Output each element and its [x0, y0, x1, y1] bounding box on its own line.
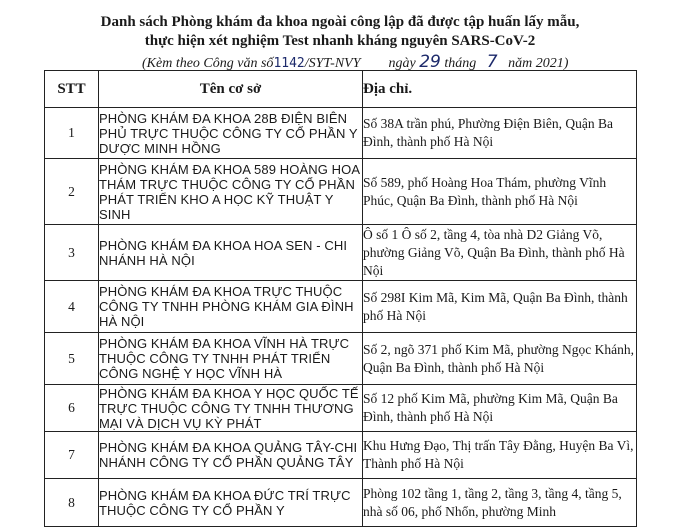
row-stt: 7 — [45, 432, 99, 479]
table-row — [45, 385, 637, 432]
row-stt: 3 — [45, 225, 99, 281]
row-address: Số 298I Kim Mã, Kim Mã, Quận Ba Đình, thành phố Hà Nội — [363, 281, 637, 333]
ref-number-handwritten: 1142 — [273, 56, 305, 71]
row-address: Ô số 1 Ô số 2, tầng 4, tòa nhà D2 Giảng Võ, phường Giảng Võ, Quận Ba Đình, thành phố Hà Nội — [363, 225, 637, 281]
row-address: Số 589, phố Hoàng Hoa Thám, phường Vĩnh Phúc, Quận Ba Đình, thành phố Hà Nội — [363, 159, 637, 225]
table-row — [45, 479, 637, 527]
ref-month-handwritten: 7 — [486, 52, 498, 72]
ref-day-handwritten: 29 — [419, 52, 441, 72]
row-clinic-name: PHÒNG KHÁM ĐA KHOA ĐỨC TRÍ TRỰC THUỘC CÔNG TY CỔ PHẦN Y — [99, 479, 363, 527]
clinic-table — [44, 70, 637, 527]
row-clinic-name: PHÒNG KHÁM ĐA KHOA 589 HOÀNG HOA THÁM TRỰC THUỘC CÔNG TY CỔ PHẦN PHÁT TRIỂN KHO A HỌC KỸ THUẬT Y SINH — [99, 159, 363, 225]
table-row — [45, 281, 637, 333]
row-address: Số 2, ngõ 371 phố Kim Mã, phường Ngọc Khánh, Quận Ba Đình, thành phố Hà Nội — [363, 333, 637, 385]
column-header-name: Tên cơ sở — [99, 71, 363, 108]
row-clinic-name: PHÒNG KHÁM ĐA KHOA HOA SEN - CHI NHÁNH HÀ NỘI — [99, 225, 363, 281]
ref-open: (Kèm theo Công văn số — [142, 56, 274, 71]
document-title-line1: Danh sách Phòng khám đa khoa ngoài công lập đã được tập huấn lấy mẫu, — [100, 14, 580, 30]
table-row — [45, 225, 637, 281]
ref-org: /SYT-NVY — [304, 56, 361, 71]
row-address: Phòng 102 tầng 1, tầng 2, tầng 3, tầng 4, tầng 5, nhà số 06, phố Nhổn, phường Minh — [363, 479, 637, 527]
row-stt: 1 — [45, 108, 99, 159]
ref-year: năm 2021) — [508, 56, 569, 71]
row-stt: 5 — [45, 333, 99, 385]
ref-month-label: tháng — [444, 56, 477, 71]
table-row — [45, 159, 637, 225]
row-stt: 2 — [45, 159, 99, 225]
ref-day-label: ngày — [388, 56, 416, 71]
row-clinic-name: PHÒNG KHÁM ĐA KHOA TRỰC THUỘC CÔNG TY TNHH PHÒNG KHÁM GIA ĐÌNH HÀ NỘI — [99, 281, 363, 333]
table-row — [45, 432, 637, 479]
row-address: Khu Hưng Đạo, Thị trấn Tây Đằng, Huyện Ba Vì, Thành phố Hà Nội — [363, 432, 637, 479]
row-address: Số 38A trần phú, Phường Điện Biên, Quận Ba Đình, thành phố Hà Nội — [363, 108, 637, 159]
row-clinic-name: PHÒNG KHÁM ĐA KHOA VĨNH HÀ TRỰC THUỘC CÔNG TY TNHH PHÁT TRIỂN CÔNG NGHỆ Y HỌC VĨNH HÀ — [99, 333, 363, 385]
table-row — [45, 108, 637, 159]
row-clinic-name: PHÒNG KHÁM ĐA KHOA 28B ĐIỆN BIÊN PHỦ TRỰC THUỘC CÔNG TY CỔ PHẦN Y DƯỢC MINH HỒNG — [99, 108, 363, 159]
column-header-address: Địa chỉ. — [363, 71, 637, 108]
reference-line — [142, 52, 568, 72]
row-stt: 6 — [45, 385, 99, 432]
row-clinic-name: PHÒNG KHÁM ĐA KHOA Y HỌC QUỐC TẾ TRỰC THUỘC CÔNG TY TNHH THƯƠNG MẠI VÀ DỊCH VỤ KỲ PHÁT — [99, 385, 363, 432]
row-clinic-name: PHÒNG KHÁM ĐA KHOA QUẢNG TÂY-CHI NHÁNH CÔNG TY CỔ PHẦN QUẢNG TÂY — [99, 432, 363, 479]
row-address: Số 12 phố Kim Mã, phường Kim Mã, Quận Ba Đình, thành phố Hà Nội — [363, 385, 637, 432]
table-row — [45, 333, 637, 385]
document-title-line2: thực hiện xét nghiệm Test nhanh kháng nguyên SARS-CoV-2 — [144, 33, 536, 49]
row-stt: 4 — [45, 281, 99, 333]
table-header-row — [45, 71, 637, 108]
column-header-stt: STT — [45, 71, 99, 108]
row-stt: 8 — [45, 479, 99, 527]
